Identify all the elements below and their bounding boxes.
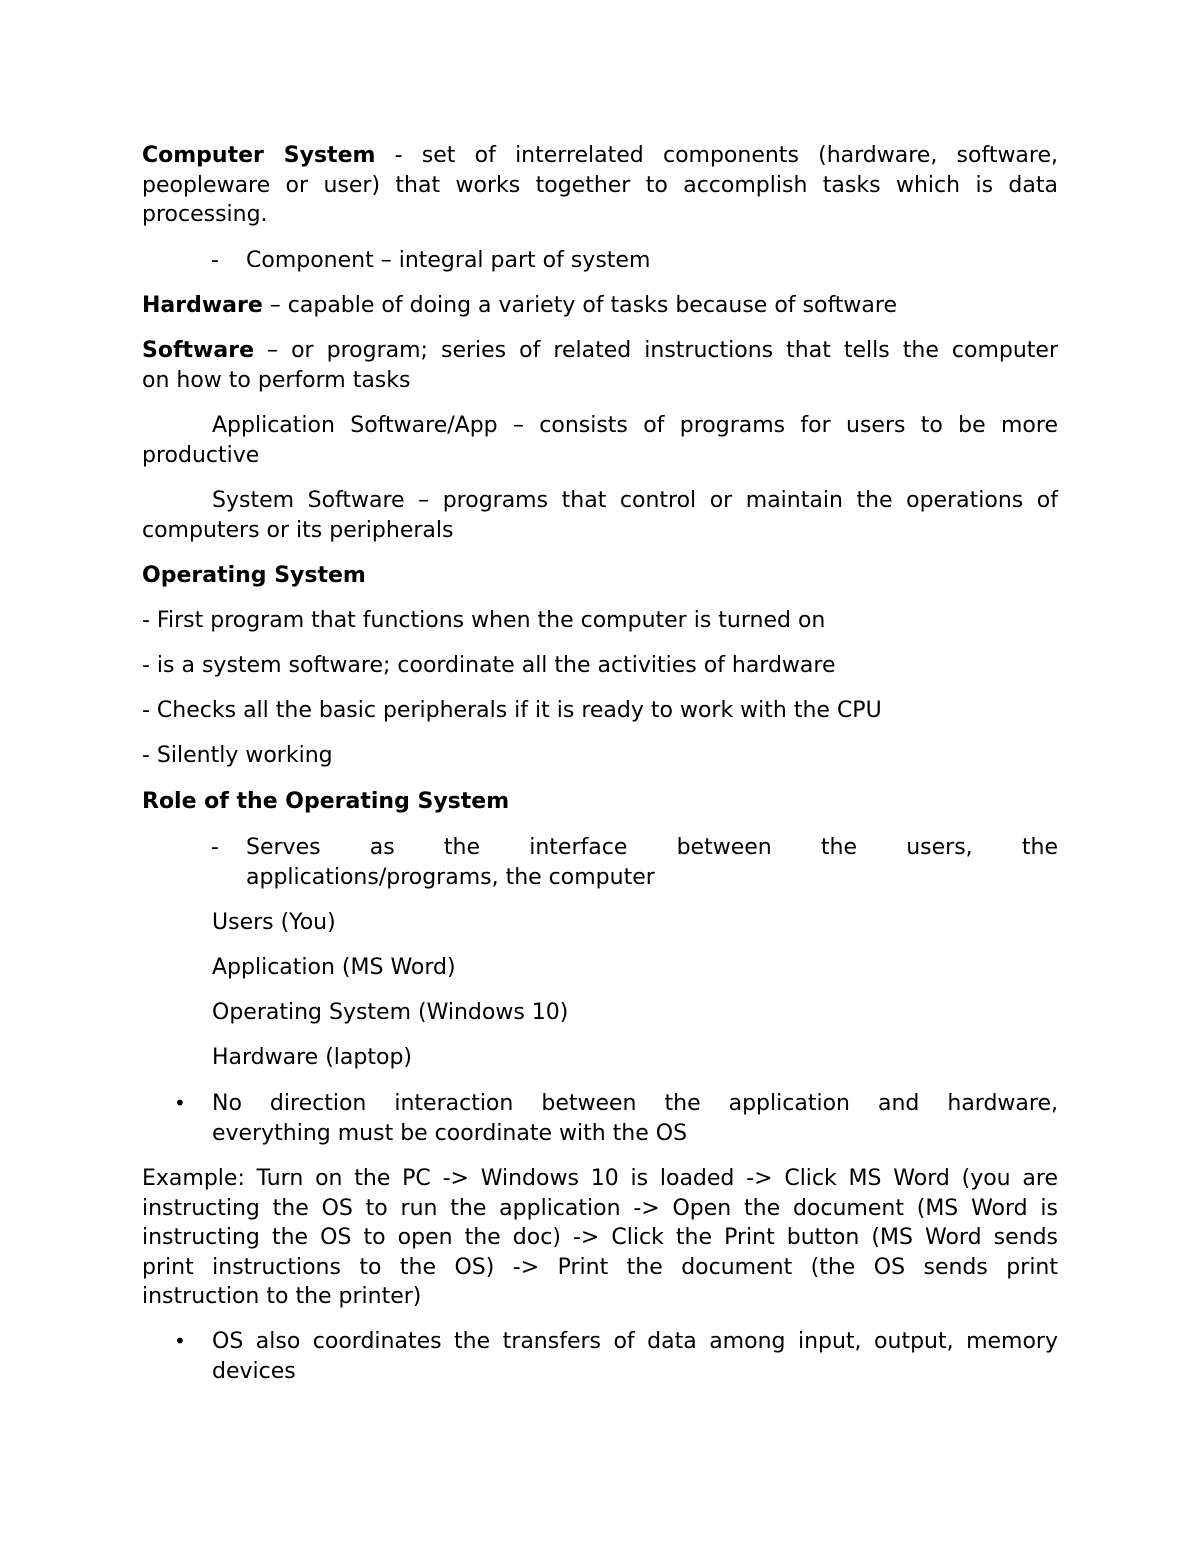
example-line-4: print instructions to the OS) -> Print the document (the OS sends print bbox=[142, 1255, 1058, 1280]
hardware-term: Hardware bbox=[142, 293, 263, 318]
computer-system-paragraph bbox=[142, 141, 1058, 200]
layer-application: Application (MS Word) bbox=[212, 955, 456, 980]
example-line-1: Example: Turn on the PC -> Windows 10 is loaded -> Click MS Word (you are bbox=[142, 1166, 1058, 1191]
computer-system-definition: - set of interrelated components (hardware, software, peopleware or user) that works together to accomplish tasks which is data bbox=[142, 143, 1059, 198]
example-line-3: instructing the OS to open the doc) -> Click the Print button (MS Word sends bbox=[142, 1225, 1058, 1250]
hardware-definition: – capable of doing a variety of tasks because of software bbox=[262, 293, 898, 318]
bullet-marker-1: • bbox=[174, 1091, 186, 1115]
layer-hardware: Hardware (laptop) bbox=[212, 1045, 412, 1070]
software-definition-end: on how to perform tasks bbox=[142, 368, 411, 393]
system-software-paragraph-end: computers or its peripherals bbox=[142, 518, 454, 543]
application-software-paragraph: Application Software/App – consists of programs for users to be more bbox=[212, 413, 1058, 438]
bullet-marker-2: • bbox=[174, 1329, 186, 1353]
component-item: Component – integral part of system bbox=[246, 248, 651, 273]
layer-users: Users (You) bbox=[212, 910, 336, 935]
os-point-first-program: - First program that functions when the computer is turned on bbox=[142, 608, 826, 633]
operating-system-heading-text: Operating System bbox=[142, 563, 366, 588]
os-coordinates-item-end: devices bbox=[212, 1359, 296, 1384]
example-line-5: instruction to the printer) bbox=[142, 1284, 422, 1309]
application-software-paragraph-end: productive bbox=[142, 443, 260, 468]
example-line-2: instructing the OS to run the application -> Open the document (MS Word is bbox=[142, 1196, 1058, 1221]
role-heading bbox=[142, 787, 1058, 817]
os-coordinates-item: OS also coordinates the transfers of data among input, output, memory bbox=[212, 1329, 1058, 1354]
layer-operating-system: Operating System (Windows 10) bbox=[212, 1000, 569, 1025]
software-term: Software bbox=[142, 338, 254, 363]
software-definition: – or program; series of related instructions that tells the computer bbox=[254, 338, 1058, 363]
no-direct-interaction-item: No direction interaction between the application and hardware, bbox=[212, 1091, 1058, 1116]
role-interface-item-end: applications/programs, the computer bbox=[246, 865, 655, 890]
system-software-paragraph: System Software – programs that control or maintain the operations of bbox=[212, 488, 1058, 513]
no-direct-interaction-item-end: everything must be coordinate with the OS bbox=[212, 1121, 688, 1146]
role-heading-text: Role of the Operating System bbox=[142, 789, 510, 814]
operating-system-heading bbox=[142, 561, 1058, 591]
hardware-paragraph bbox=[142, 291, 1058, 321]
role-dash-marker: - bbox=[211, 835, 219, 860]
os-point-silently-working: - Silently working bbox=[142, 743, 333, 768]
computer-system-definition-end: processing. bbox=[142, 202, 268, 227]
software-paragraph bbox=[142, 336, 1058, 366]
component-dash-marker: - bbox=[211, 248, 219, 273]
os-point-checks-peripherals: - Checks all the basic peripherals if it is ready to work with the CPU bbox=[142, 698, 882, 723]
os-point-system-software: - is a system software; coordinate all the activities of hardware bbox=[142, 653, 836, 678]
role-interface-item: Serves as the interface between the users, the bbox=[246, 835, 1058, 860]
computer-system-term: Computer System bbox=[142, 143, 376, 168]
